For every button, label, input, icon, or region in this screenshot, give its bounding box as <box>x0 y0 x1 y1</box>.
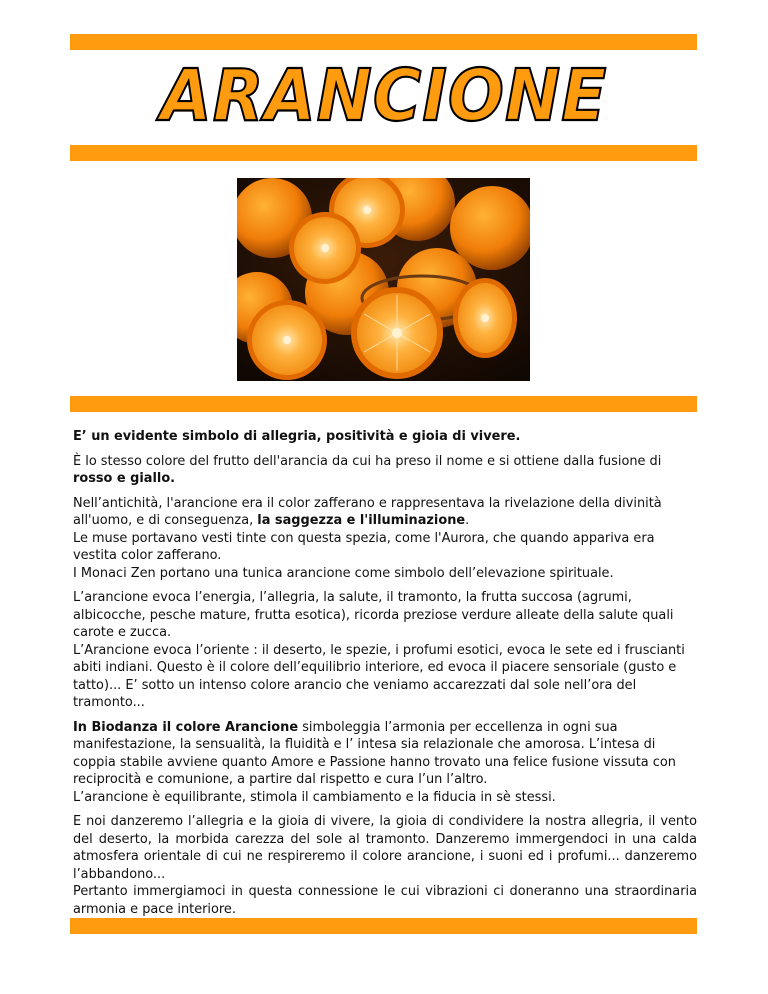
p6-text: E noi danzeremo l’allegria e la gioia di vivere, la gioia di condividere la nostra allegria, il vento del deserto, la morbida carezza del sole al tramonto. Danzeremo immergendoci in una calda atmosfera orientale di cui ne respireremo il colore arancione, i suoni ed i profumi... danzeremo l’abbandono... <box>73 814 697 882</box>
paragraph-3 <box>73 495 697 583</box>
paragraph-4 <box>73 589 697 712</box>
p5-balance-text: L’arancione è equilibrante, stimola il cambiamento e la fiducia in sè stessi. <box>73 789 556 805</box>
p4-text: L’arancione evoca l’energia, l’allegria, la salute, il tramonto, la frutta succosa (agrumi, albicocche, pesche mature, frutta esotica), ricorda preziose verdure alleate della salute quali carote e zucca. <box>73 590 674 640</box>
p4-orient-text: L’Arancione evoca l’oriente : il deserto, le spezie, i profumi esotici, evoca le sete ed i fruscianti abiti indiani. Questo è il colore dell’equilibrio interiore, ed evoca il piacere sensoriale (gusto e tatto)... E’ sotto un intenso colore arancio che veniamo accarezzati dal sole nell’ora del tramonto... <box>73 642 685 710</box>
paragraph-5 <box>73 719 697 807</box>
page-title: ARANCIONE <box>160 53 608 138</box>
oranges-illustration <box>237 178 530 381</box>
paragraph-1 <box>73 428 697 446</box>
orange-divider-top <box>70 34 697 50</box>
orange-divider-under-photo <box>70 396 697 412</box>
p3-zen-text: I Monaci Zen portano una tunica arancione come simbolo dell’elevazione spirituale. <box>73 565 614 581</box>
orange-divider-bottom <box>70 918 697 934</box>
p5-text: simboleggia l’armonia per eccellenza in ogni sua manifestazione, la sensualità, la fluidità e l’ intesa sia relazionale che amorosa. L’intesa di coppia stabile avviene quanto Amore e Passione hanno trovato una felice fusione vissuta con reciprocità e comunione, a partire dal rispetto e cura l’un l’altro. <box>73 719 676 787</box>
intro-sentence: E’ un evidente simbolo di allegria, positività e gioia di vivere. <box>73 429 521 444</box>
paragraph-2 <box>73 453 697 488</box>
p3-bold: la saggezza e l'illuminazione <box>257 513 466 528</box>
p3-text: Nell’antichità, l'arancione era il color zafferano e rappresentava la rivelazione della divinità all'uomo, e di conseguenza, <box>73 495 662 528</box>
orange-divider-under-title <box>70 145 697 161</box>
p6-closing-text: Pertanto immergiamoci in questa connessione le cui vibrazioni ci doneranno una straordinaria armonia e pace interiore. <box>73 884 697 917</box>
p5-bold: In Biodanza il colore Arancione <box>73 719 299 735</box>
paragraph-6 <box>73 813 697 918</box>
p2-text: È lo stesso colore del frutto dell'arancia da cui ha preso il nome e si ottiene dalla fusione di <box>73 453 662 469</box>
p3-muse-text: Le muse portavano vesti tinte con questa spezia, come l'Aurora, che quando appariva era vestita color zafferano. <box>73 530 655 563</box>
p3-period: . <box>465 513 470 528</box>
body-text <box>73 428 697 925</box>
oranges-photo <box>237 178 530 381</box>
p2-bold: rosso e giallo. <box>73 471 176 486</box>
